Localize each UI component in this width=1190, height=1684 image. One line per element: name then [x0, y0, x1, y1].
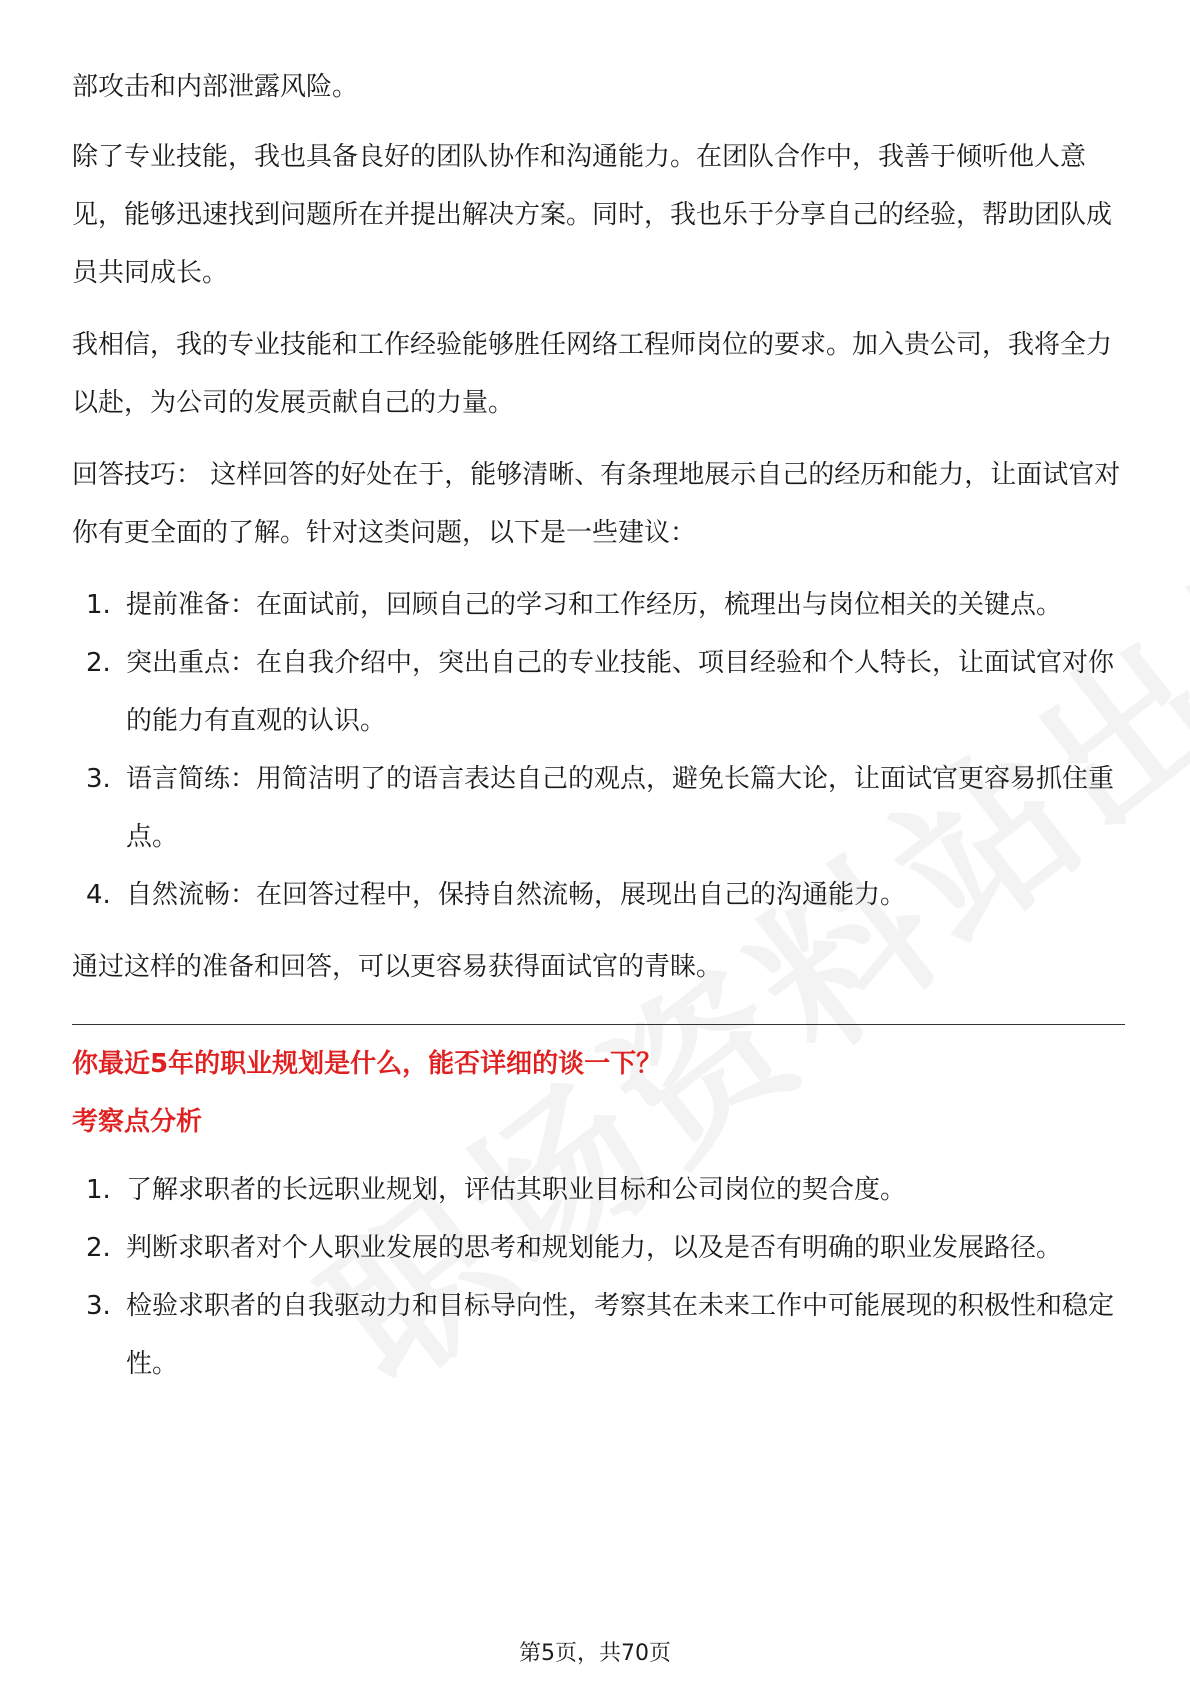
- list-item: [72, 1277, 1122, 1393]
- list-item-text: 判断求职者对个人职业发展的思考和规划能力，以及是否有明确的职业发展路径。: [126, 1233, 1063, 1263]
- list-item-text: 自然流畅：在回答过程中，保持自然流畅，展现出自己的沟通能力。: [126, 880, 907, 910]
- page-number-footer: 第5页，共70页: [519, 1641, 671, 1666]
- paragraph-answer-tips: 回答技巧： 这样回答的好处在于，能够清晰、有条理地展示自己的经历和能力，让面试官对你有更全面的了解。针对这类问题，以下是一些建议：: [72, 460, 1121, 548]
- list-item: [72, 634, 1122, 750]
- list-item-text: 提前准备：在面试前，回顾自己的学习和工作经历，梳理出与岗位相关的关键点。: [126, 590, 1063, 620]
- analysis-heading: 考察点分析: [72, 1107, 203, 1137]
- list-item-number: 2.: [86, 1233, 111, 1263]
- list-item: [72, 1219, 1122, 1277]
- list-item-text: 突出重点：在自我介绍中，突出自己的专业技能、项目经验和个人特长，让面试官对你的能力有直观的认识。: [126, 648, 1115, 736]
- list-item-number: 3.: [86, 764, 111, 794]
- list-item-number: 1.: [86, 590, 111, 620]
- analysis-list: [72, 1161, 1122, 1393]
- list-item: [72, 576, 1122, 634]
- list-item-text: 检验求职者的自我驱动力和目标导向性，考察其在未来工作中可能展现的积极性和稳定性。: [126, 1291, 1115, 1379]
- tips-list: [72, 576, 1122, 924]
- list-item-text: 了解求职者的长远职业规划，评估其职业目标和公司岗位的契合度。: [126, 1175, 907, 1205]
- paragraph-continuation: 部攻击和内部泄露风险。: [72, 72, 359, 102]
- paragraph-summary: 通过这样的准备和回答，可以更容易获得面试官的青睐。: [72, 952, 723, 982]
- paragraph-teamwork: 除了专业技能，我也具备良好的团队协作和沟通能力。在团队合作中，我善于倾听他人意见，能够迅速找到问题所在并提出解决方案。同时，我也乐于分享自己的经验，帮助团队成员共同成长。: [72, 142, 1113, 288]
- list-item: [72, 866, 1122, 924]
- list-item-number: 2.: [86, 648, 111, 678]
- list-item-text: 语言简练：用简洁明了的语言表达自己的观点，避免长篇大论，让面试官更容易抓住重点。: [126, 764, 1115, 852]
- list-item-number: 1.: [86, 1175, 111, 1205]
- list-item: [72, 750, 1122, 866]
- list-item-number: 3.: [86, 1291, 111, 1321]
- list-item: [72, 1161, 1122, 1219]
- section-divider: [72, 1024, 1125, 1025]
- list-item-number: 4.: [86, 880, 111, 910]
- page-content: [72, 58, 1122, 1393]
- question-heading: 你最近5年的职业规划是什么，能否详细的谈一下？: [72, 1049, 663, 1079]
- tips-list-block: [72, 576, 1122, 924]
- paragraph-conclusion: 我相信，我的专业技能和工作经验能够胜任网络工程师岗位的要求。加入贵公司，我将全力以赴，为公司的发展贡献自己的力量。: [72, 330, 1113, 418]
